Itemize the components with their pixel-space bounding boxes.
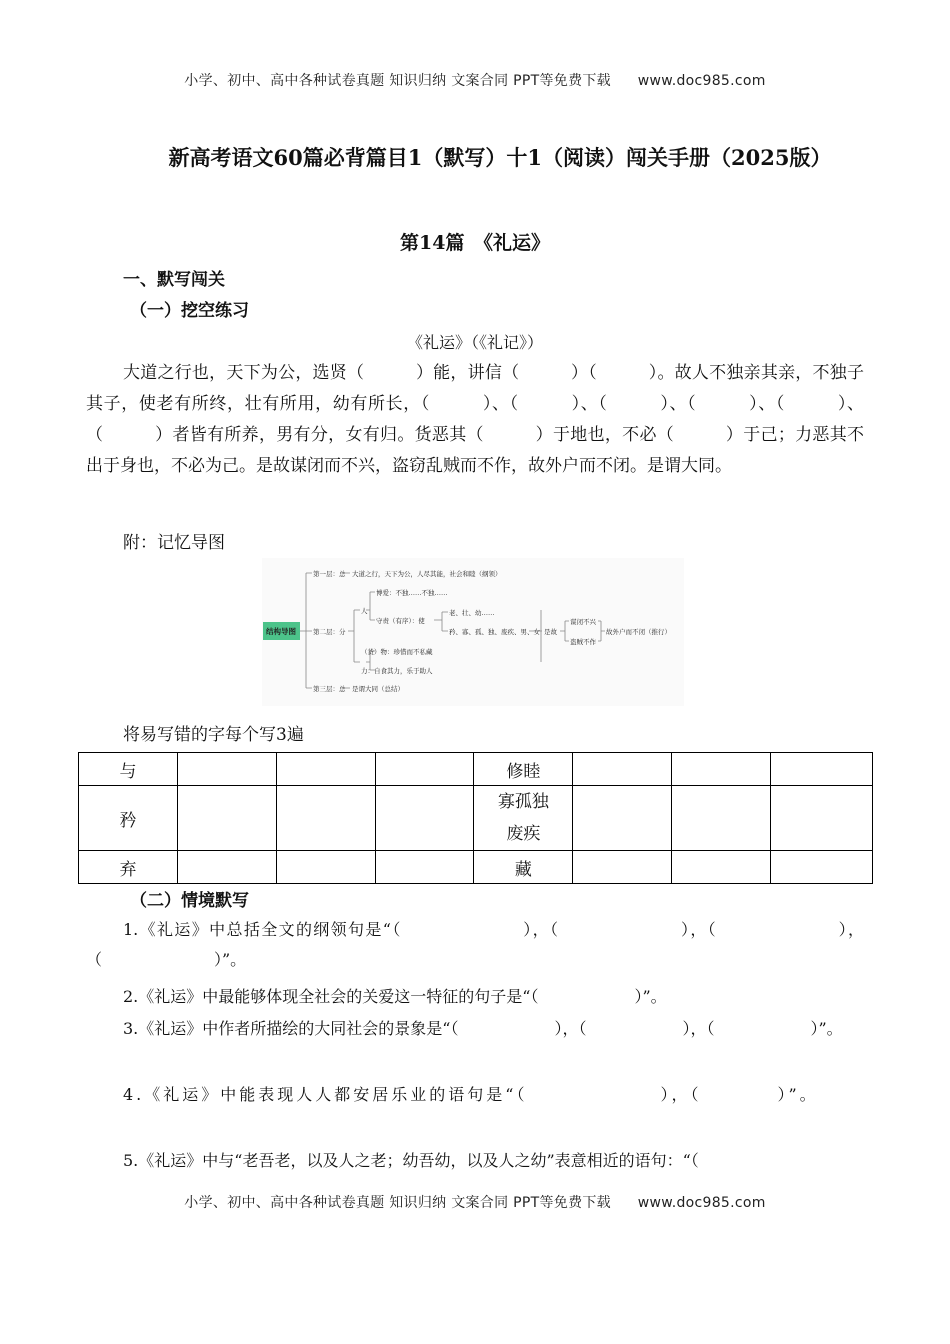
part-heading: （二）情境默写 (130, 891, 249, 911)
mindmap-moubi: 谋闭不兴 (570, 618, 596, 626)
table-cell-char: 藏 (474, 851, 573, 884)
header-text: 小学、初中、高中各种试卷真题 知识归纳 文案合同 PPT等免费下载 (184, 73, 611, 89)
question-item: 4.《礼运》中能表现人人都安居乐业的语句是“（ ），（ ）”。 (123, 1085, 819, 1104)
writing-cell[interactable] (672, 753, 771, 786)
writing-cell[interactable] (375, 851, 474, 884)
mindmap-waihu: 故外户而不闭（推行） (606, 628, 671, 636)
writing-cell[interactable] (276, 753, 375, 786)
page-header (0, 70, 950, 90)
document-title: 新高考语文60篇必背篇目1（默写）十1（阅读）闯关手册（2025版） (168, 145, 832, 170)
mindmap-daoqie: 盗贼不作 (570, 638, 596, 646)
writing-cell[interactable] (177, 786, 276, 851)
footer-url[interactable]: www.doc985.com (637, 1195, 766, 1211)
table-intro: 将易写错的字每个写3遍 (123, 725, 304, 745)
writing-cell[interactable] (573, 851, 672, 884)
writing-cell[interactable] (276, 786, 375, 851)
mindmap-ren: 人 (361, 607, 368, 615)
mindmap-li: 力：自食其力，乐于助人 (361, 667, 433, 675)
question-item: 5.《礼运》中与“老吾老，以及人之老；幼吾幼，以及人之幼”表意相近的语句：“（ (123, 1151, 699, 1170)
writing-cell[interactable] (672, 786, 771, 851)
question-item: 3.《礼运》中作者所描绘的大同社会的景象是“（ ），（ ），（ ）”。 (123, 1019, 843, 1038)
source-line: 《礼运》（《礼记》） (406, 333, 543, 352)
writing-cell[interactable] (375, 753, 474, 786)
table-row (79, 851, 873, 884)
writing-cell[interactable] (672, 851, 771, 884)
part-heading: （一）挖空练习 (130, 301, 249, 321)
writing-cell[interactable] (177, 851, 276, 884)
writing-cell[interactable] (573, 786, 672, 851)
writing-cell[interactable] (276, 851, 375, 884)
writing-cell[interactable] (573, 753, 672, 786)
mindmap-lao: 老、壮、幼…… (449, 609, 495, 617)
table-row (79, 753, 873, 786)
writing-cell[interactable] (771, 786, 873, 851)
mindmap-guan: 矜、寡、孤、独、废疾、男、女 (449, 628, 540, 636)
writing-cell[interactable] (771, 851, 873, 884)
mindmap-layer2: 第二层：分 (313, 628, 346, 636)
page-footer (0, 1192, 950, 1212)
table-cell-char: 废疾 (506, 824, 541, 844)
table-cell-char: 寡孤独 (497, 792, 549, 812)
table-cell-char: 与 (79, 753, 178, 786)
mindmap-shigu: 是故 (544, 628, 557, 636)
appendix-label: 附：记忆导图 (123, 533, 225, 553)
table-cell-char-stack (474, 786, 573, 851)
writing-cell[interactable] (375, 786, 474, 851)
table-cell-char: 修睦 (474, 753, 573, 786)
mindmap-huo: （货）物：珍惜而不私藏 (361, 648, 433, 656)
writing-cell[interactable] (177, 753, 276, 786)
table-cell-char: 弃 (79, 851, 178, 884)
cloze-passage: 大道之行也，天下为公，选贤（ ）能，讲信（ ）（ ）。故人不独亲其亲，不独子其子，使老有所终，壮有所用，幼有所长，（ ）、（ ）、（ ）、（ ）、（ ）、（ ）者皆有所养，男有分，女有归。货恶其（ ）于地也，不必（ ）于己；力恶其不出于身也，不必为己。是故谋闭而不兴，盗窃乱贼而不作，故外户而不闭。是谓大同。 (86, 363, 864, 476)
question-item: 2.《礼运》中最能够体现全社会的关爱这一特征的句子是“（ ）”。 (123, 987, 667, 1006)
mindmap-layer3-text: 是谓大同（总结） (352, 685, 404, 693)
mindmap-boai: 博爱：不独……不独…… (376, 589, 448, 597)
mind-map (262, 558, 684, 706)
mindmap-layer1-text: 大道之行，天下为公，人尽其能，社会和睦（纲领） (352, 570, 502, 578)
mindmap-shouze: 守责（有序）：使 (376, 617, 425, 625)
writing-cell[interactable] (771, 753, 873, 786)
question-item: 1.《礼运》中总括全文的纲领句是“（ ），（ ），（ ），（ ）”。 (86, 920, 864, 969)
table-cell-char: 矜 (79, 786, 178, 851)
document-subtitle: 第14篇 《礼运》 (400, 232, 550, 254)
mindmap-layer3: 第三层：总 (313, 685, 346, 693)
mindmap-root: 结构导图 (266, 627, 296, 636)
table-row (79, 786, 873, 851)
header-url[interactable]: www.doc985.com (637, 73, 766, 89)
footer-text: 小学、初中、高中各种试卷真题 知识归纳 文案合同 PPT等免费下载 (184, 1195, 611, 1211)
section-heading: 一、默写闯关 (123, 270, 225, 290)
practice-table (78, 752, 873, 884)
mindmap-layer1: 第一层：总 (313, 570, 346, 578)
